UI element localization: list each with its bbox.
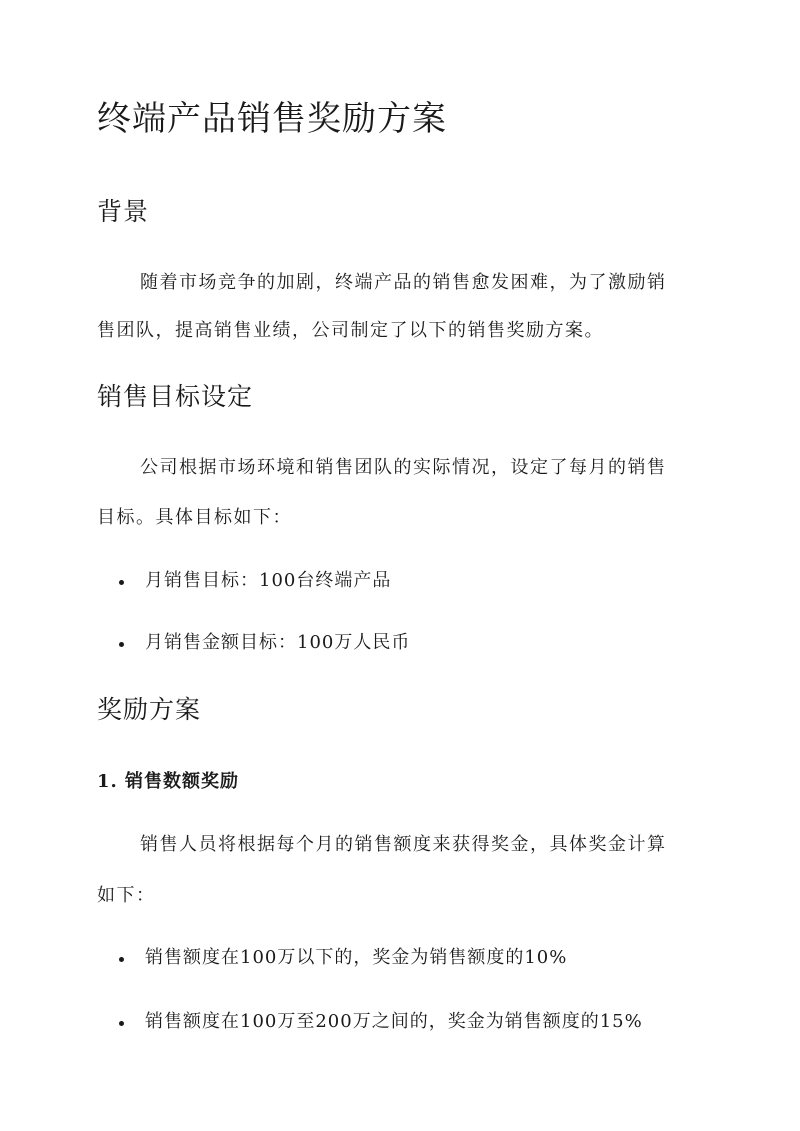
- bullet-dot: [119, 642, 124, 647]
- section-heading-reward: 奖励方案: [97, 695, 202, 724]
- reward-paragraph-line-1: 销售人员将根据每个月的销售额度来获得奖金，具体奖金计算: [140, 834, 667, 855]
- reward-bullet-item: 销售额度在100万以下的，奖金为销售额度的10%: [145, 947, 568, 968]
- section-heading-background: 背景: [97, 197, 150, 226]
- reward-bullet-item: 销售额度在100万至200万之间的，奖金为销售额度的15%: [145, 1011, 643, 1032]
- section-heading-target: 销售目标设定: [97, 382, 254, 411]
- target-paragraph-line-2: 目标。具体目标如下：: [97, 507, 292, 528]
- background-paragraph-line-1: 随着市场竞争的加剧，终端产品的销售愈发困难，为了激励销: [140, 272, 667, 293]
- target-bullet-item: 月销售目标：100台终端产品: [145, 570, 392, 591]
- target-paragraph-line-1: 公司根据市场环境和销售团队的实际情况，设定了每月的销售: [140, 457, 667, 478]
- bullet-dot: [119, 580, 124, 585]
- subsection-heading-sales-amount: 1. 销售数额奖励: [97, 771, 240, 792]
- document-title: 终端产品销售奖励方案: [97, 99, 447, 139]
- bullet-dot: [119, 1021, 124, 1026]
- bullet-dot: [119, 957, 124, 962]
- reward-paragraph-line-2: 如下：: [97, 885, 156, 906]
- background-paragraph-line-2: 售团队，提高销售业绩，公司制定了以下的销售奖励方案。: [97, 320, 604, 341]
- target-bullet-item: 月销售金额目标：100万人民币: [145, 632, 411, 653]
